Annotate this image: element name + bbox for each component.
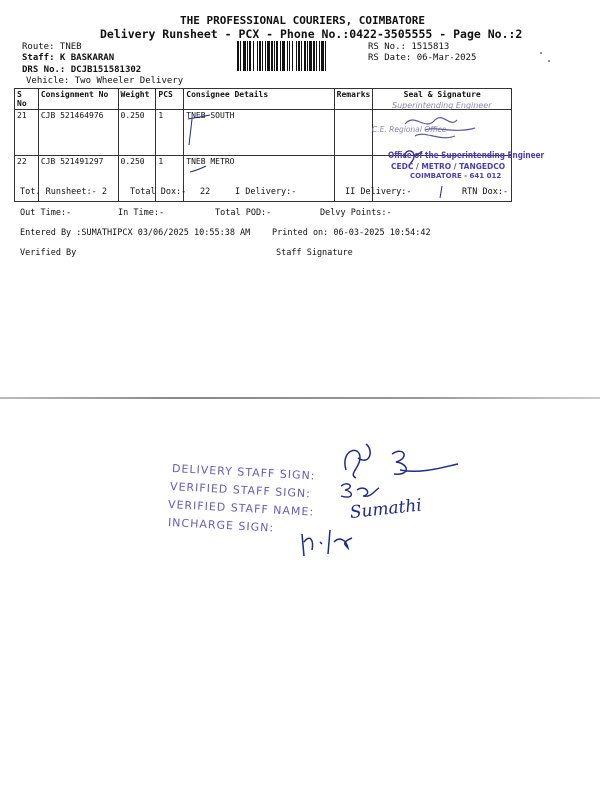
speck bbox=[548, 60, 550, 62]
col-consignee: Consignee Details bbox=[184, 89, 334, 110]
printed-on: Printed on: 06-03-2025 10:54:42 bbox=[272, 228, 431, 238]
i-delivery: I Delivery:- bbox=[235, 187, 297, 197]
stamp-office: Office of the Superintending Engineer bbox=[388, 151, 545, 161]
seal-signature bbox=[395, 108, 515, 148]
stamp-city: COIMBATORE - 641 012 bbox=[410, 172, 502, 180]
stamp-division: CEDC / METRO / TANGEDCO bbox=[391, 162, 506, 171]
staff-label: Staff: K BASKARAN bbox=[22, 53, 115, 63]
stamp-faded-office: C.E. Regional Office bbox=[372, 125, 447, 134]
col-sno: S No bbox=[15, 89, 39, 110]
incharge-signature bbox=[296, 520, 366, 560]
barcode-bar bbox=[259, 41, 261, 71]
barcode-bar bbox=[276, 41, 278, 71]
barcode-bar bbox=[316, 41, 317, 71]
verified-by: Verified By bbox=[20, 248, 77, 258]
tot-runsheet: Tot. Runsheet:- 2 bbox=[20, 187, 107, 197]
barcode-bar bbox=[319, 41, 320, 71]
cell-pcs: 1 bbox=[156, 156, 184, 202]
barcode-bar bbox=[282, 41, 285, 71]
route-label: Route: TNEB bbox=[22, 42, 82, 52]
col-seal: Seal & Signature bbox=[373, 89, 512, 110]
verified-staff-name-handwritten: Sumathi bbox=[348, 495, 423, 523]
barcode-bar bbox=[304, 41, 306, 71]
barcode-bar bbox=[262, 41, 263, 71]
barcode-bar bbox=[296, 41, 297, 71]
barcode-bar bbox=[321, 41, 324, 71]
col-consignment: Consignment No bbox=[38, 89, 118, 110]
barcode-bar bbox=[309, 41, 312, 71]
total-dox-value: 22 bbox=[200, 187, 211, 197]
cell-consignee: TNEB METRO bbox=[184, 156, 334, 202]
barcode-bar bbox=[287, 41, 288, 71]
pen-tick-mark bbox=[180, 105, 220, 155]
runsheet-subtitle: Delivery Runsheet - PCX - Phone No.:0422-3505555 - Page No.:2 bbox=[100, 27, 523, 41]
cell-consignment: CJB 521464976 bbox=[38, 110, 118, 156]
barcode-bar bbox=[301, 41, 302, 71]
entered-by: Entered By :SUMATHIPCX 03/06/2025 10:55:38 AM bbox=[20, 228, 251, 238]
cell-weight: 0.250 bbox=[118, 156, 156, 202]
total-pod: Total POD:- bbox=[215, 208, 272, 218]
barcode-bar bbox=[313, 41, 315, 71]
barcode-bar bbox=[289, 41, 290, 71]
barcode-bar bbox=[325, 41, 326, 71]
pen-tick-mark bbox=[188, 158, 218, 178]
barcode-bar bbox=[265, 41, 266, 71]
rtn-dox: RTN Dox:- bbox=[462, 187, 509, 197]
cell-consignee: TNEB SOUTH bbox=[184, 110, 334, 156]
cell-sno: 21 bbox=[15, 110, 39, 156]
barcode-bar bbox=[298, 41, 300, 71]
col-weight: Weight bbox=[118, 89, 156, 110]
barcode-bar bbox=[307, 41, 308, 71]
barcode-bar bbox=[249, 41, 251, 71]
verified-staff-sign-label: VERIFIED STAFF SIGN: bbox=[169, 480, 312, 501]
barcode-bar bbox=[267, 41, 270, 71]
drs-label: DRS No.: DCJB151581302 bbox=[22, 65, 142, 75]
barcode-bar bbox=[271, 41, 273, 71]
barcode-bar bbox=[243, 41, 246, 71]
cell-sno: 22 bbox=[15, 156, 39, 202]
delvy-points: Delvy Points:- bbox=[320, 208, 392, 218]
vehicle-label: Vehicle: Two Wheeler Delivery bbox=[26, 76, 184, 86]
staff-signature-label: Staff Signature bbox=[276, 248, 353, 258]
cell-remarks bbox=[334, 110, 373, 156]
pen-mark bbox=[436, 184, 448, 202]
rs-date: RS Date: 06-Mar-2025 bbox=[368, 53, 477, 63]
total-dox-label: Total Dox:- bbox=[130, 187, 187, 197]
page-fold-line bbox=[0, 397, 600, 399]
barcode-bar bbox=[280, 41, 281, 71]
barcode-bar bbox=[253, 41, 254, 71]
barcode-bar bbox=[257, 41, 258, 71]
in-time: In Time:- bbox=[118, 208, 165, 218]
out-time: Out Time:- bbox=[20, 208, 72, 218]
barcode-bar bbox=[240, 41, 241, 71]
col-pcs: PCS bbox=[156, 89, 184, 110]
ii-delivery: II Delivery:- bbox=[345, 187, 412, 197]
speck bbox=[540, 52, 542, 54]
barcode bbox=[237, 41, 359, 71]
verified-staff-name-label: VERIFIED STAFF NAME: bbox=[167, 498, 315, 519]
cell-consignment: CJB 521491297 bbox=[38, 156, 118, 202]
barcode-bar bbox=[237, 41, 239, 71]
barcode-bar bbox=[292, 41, 293, 71]
rs-number: RS No.: 1515813 bbox=[368, 42, 450, 52]
barcode-bar bbox=[247, 41, 248, 71]
incharge-sign-label: INCHARGE SIGN: bbox=[167, 516, 275, 535]
barcode-bar bbox=[274, 41, 275, 71]
col-remarks: Remarks bbox=[334, 89, 373, 110]
stamp-faded-title: Superintending Engineer bbox=[392, 101, 492, 110]
cell-weight: 0.250 bbox=[118, 110, 156, 156]
cell-pcs: 1 bbox=[156, 110, 184, 156]
delivery-staff-sign-label: DELIVERY STAFF SIGN: bbox=[171, 462, 316, 483]
verified-staff-signature bbox=[335, 478, 385, 502]
company-name: THE PROFESSIONAL COURIERS, COIMBATORE bbox=[180, 14, 426, 27]
